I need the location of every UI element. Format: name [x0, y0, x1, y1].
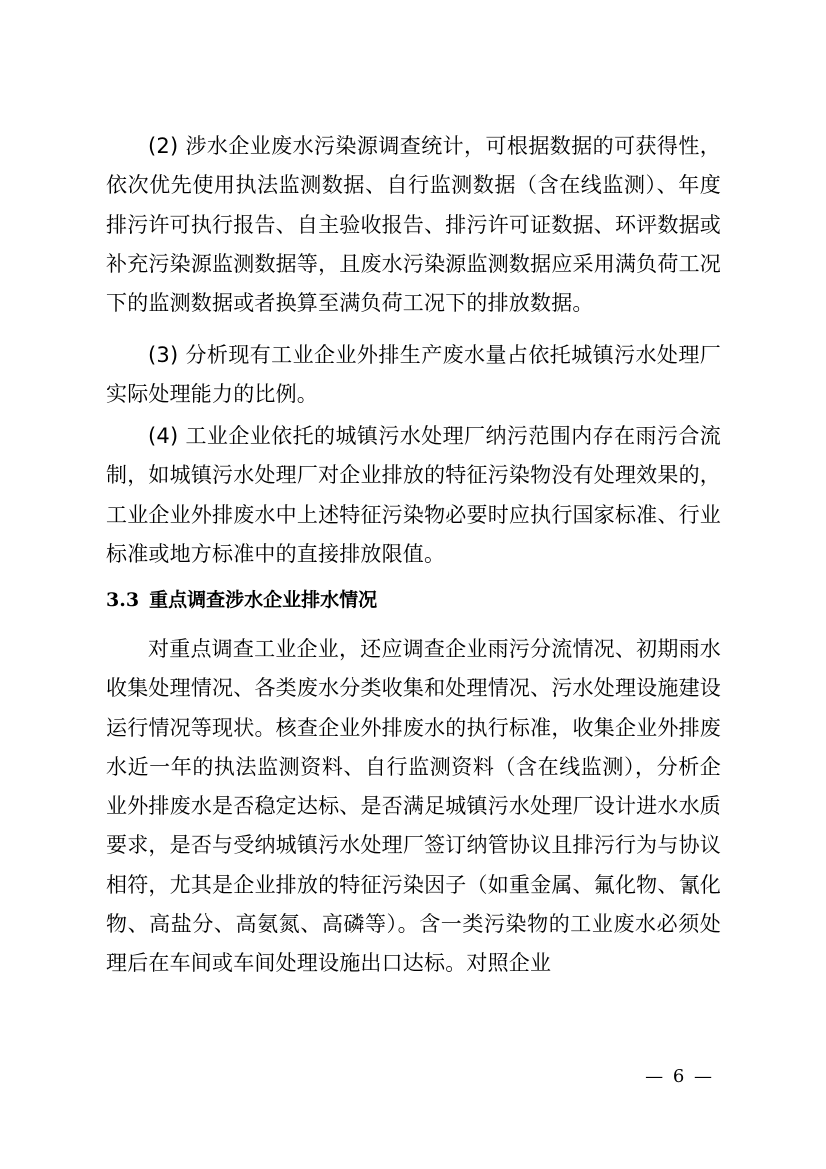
section-number: 3.3: [106, 589, 140, 611]
page-number: — 6 —: [645, 1066, 714, 1087]
paragraph-2: (2) 涉水企业废水污染源调查统计，可根据数据的可获得性，依次优先使用执法监测数据、自行监测数据（含在线监测）、年度排污许可执行报告、自主验收报告、排污许可证数据、环评数据或补充污染源监测数据等，且废水污染源监测数据应采用满负荷工况下的监测数据或者换算至满负荷工况下的排放数据。: [106, 134, 721, 316]
paragraph-3: (3) 分析现有工业企业外排生产废水量占依托城镇污水处理厂实际处理能力的比例。: [106, 343, 721, 407]
section-paragraph: 对重点调查工业企业，还应调查企业雨污分流情况、初期雨水收集处理情况、各类废水分类收集和处理情况、污水处理设施建设运行情况等现状。核查企业外排废水的执行标准，收集企业外排废水近一年的执法监测资料、自行监测资料（含在线监测），分析企业外排废水是否稳定达标、是否满足城镇污水处理厂设计进水水质要求，是否与受纳城镇污水处理厂签订纳管协议且排污行为与协议相符，尤其是企业排放的特征污染因子（如重金属、氟化物、氰化物、高盐分、高氨氮、高磷等）。含一类污染物的工业废水必须处理后在车间或车间处理设施出口达标。对照企业: [106, 637, 721, 976]
paragraph-4: (4) 工业企业依托的城镇污水处理厂纳污范围内存在雨污合流制，如城镇污水处理厂对企业排放的特征污染物没有处理效果的，工业企业外排废水中上述特征污染物必要时应执行国家标准、行业标准或地方标准中的直接排放限值。: [106, 424, 721, 566]
section-title: 重点调查涉水企业排水情况: [149, 589, 378, 611]
section-heading: [106, 585, 377, 615]
